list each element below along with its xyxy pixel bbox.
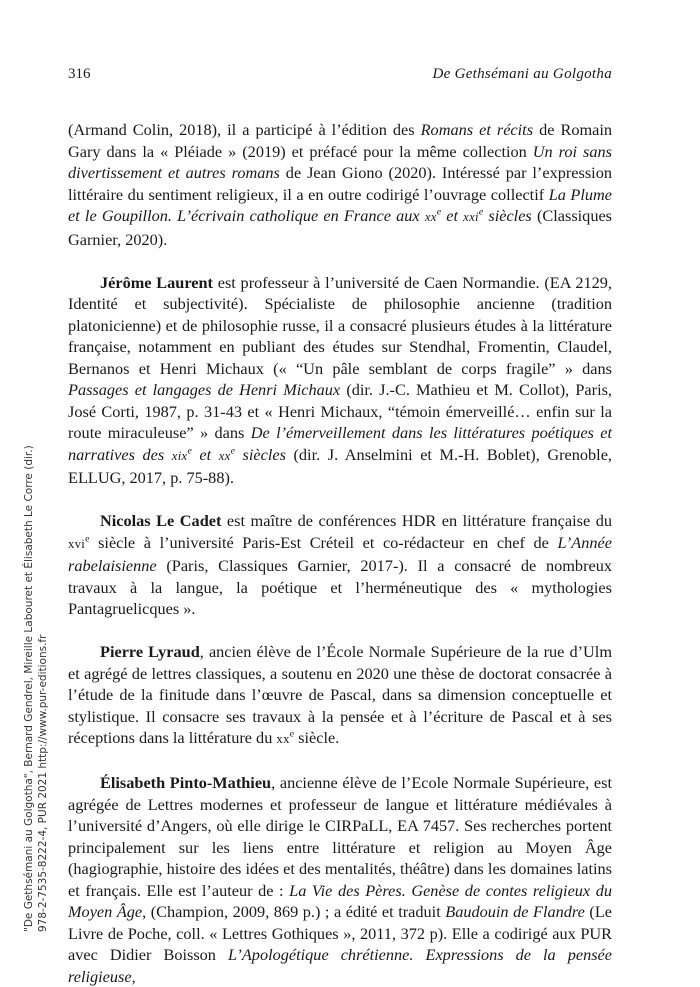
side-credit-line: 978-2-7535-8222-4, PUR 2021 http://www.pur-editions.fr — [37, 634, 49, 932]
book-title-part: et — [441, 206, 464, 225]
paragraph-spacer — [68, 489, 612, 511]
superscript: e — [187, 445, 192, 457]
century-numeral: xx — [424, 210, 437, 224]
running-header — [68, 66, 612, 88]
superscript: e — [478, 206, 484, 218]
book-title: Baudouin de Flandre — [445, 902, 585, 921]
book-title-part: et — [191, 444, 219, 464]
page-number: 316 — [68, 66, 91, 82]
book-title: Passages et langages de Henri Michaux — [68, 380, 341, 399]
text-run: (Armand Colin, 2018), il a participé à l’édition des — [68, 120, 421, 139]
book-title: Un roi sans divertissement et autres romans — [68, 141, 613, 182]
text-run: siècle à l’université Paris-Est Créteil et co-rédacteur en chef de — [89, 532, 558, 552]
text-run: , (Champion, 2009, 869 p.) ; a édité et traduit — [142, 902, 446, 921]
bio-nicolas-le-cadet — [68, 510, 612, 620]
bio-pierre-lyraud — [68, 641, 612, 751]
book-title-part: siècles — [234, 444, 286, 464]
paragraph-spacer — [68, 620, 612, 642]
text-run: (dir. J.-C. Mathieu et M. Collot), Paris, José Corti, 1987, p. 31-43 et « Henri Michaux, “témoin émerveillé… enfin sur la route miraculeuse” » dans — [68, 380, 612, 442]
text-run: , ancien élève de l’École Normale Supérieure de la rue d’Ulm et agrégé de lettres classiques, a soutenu en 2020 une thèse de doctorat consacrée à l’étude de la finitude dans l’œuvre de Pascal, dans sa dimension conceptuelle et stylistique. Il consacre ses travaux à la pensée et à l’écriture de Pascal et à ses réceptions dans la littérature du — [68, 642, 612, 747]
text-run: (Paris, Classiques Garnier, 2017-). Il a consacré de nombreux travaux à la langue, la poétique et l’herméneutique des « mythologies Pantagruelicques ». — [68, 556, 612, 618]
book-title-part: De l’émerveillement dans les littératures poétiques et narratives des — [68, 423, 612, 464]
superscript: e — [230, 445, 235, 457]
century-numeral: xix — [171, 448, 188, 463]
century-numeral: xx — [218, 448, 231, 463]
running-title: De Gethsémani au Golgotha — [432, 66, 612, 82]
journal-title: L’Année rabelaisienne — [68, 532, 612, 575]
text-run: est professeur à l’université de Caen Normandie. (EA 2129, Identité et subjectivité). Spécialiste de philosophie ancienne (tradition platonicienne) et de philosophie russe, il a consacré plusieurs études à la littérature française, notamment en publiant des études sur Stendhal, Fromentin, Claudel, Bernanos et Henri Michaux (« “Un pâle semblant de corps fragile” » dans — [68, 272, 612, 378]
contributor-name: Nicolas Le Cadet — [100, 511, 222, 530]
side-credit-line: "De Gethsémani au Golgotha", Bernard Gendrel, Mireille Labouret et Élisabeth Le Corre (dir.) — [23, 445, 35, 932]
book-title-part: La Plume et le Goupillon. L’écrivain catholique en France aux — [68, 184, 613, 225]
book-title-part: siècles — [483, 206, 532, 225]
text-run: , ancienne élève de l’Ecole Normale Supérieure, est agrégée de Lettres modernes et professeur de langue et littérature médiévales à l’université d’Angers, où elle dirige le CIRPaLL, EA 7457. Ses recherches portent principalement sur les liens entre littérature et religion au Moyen Âge (hagiographie, histoire des idées et des mentalités, théâtre) dans les domaines latins et français. Elle est l’auteur de : — [68, 773, 612, 900]
century-numeral: xxi — [463, 210, 479, 224]
text-run: (Le Livre de Poche, coll. « Lettres Gothiques », 2011, 372 p). Elle a codirigé aux PUR avec Didier Boisson — [68, 902, 612, 964]
side-credit — [22, 372, 50, 932]
book-title: Romans et récits — [420, 120, 534, 139]
contributor-name: Élisabeth Pinto-Mathieu — [100, 773, 272, 792]
book-title: La Vie des Pères. Genèse de contes religieux du Moyen Âge — [68, 880, 613, 921]
text-run: (dir. J. Anselmini et M.-H. Boblet), Grenoble, ELLUG, 2017, p. 75-88). — [68, 444, 613, 487]
bio-paragraph-continued — [68, 119, 612, 250]
contributor-name: Pierre Lyraud — [100, 642, 200, 661]
paragraph-spacer — [68, 751, 612, 773]
century-numeral: xx — [276, 732, 290, 746]
superscript: e — [436, 206, 442, 218]
text-run: est maître de conférences HDR en littérature française du — [221, 511, 612, 530]
text-run: de Jean Giono (2020). Intéressé par l’expression littéraire du sentiment religieux, il a en outre codirigé l’ouvrage collectif — [68, 163, 612, 204]
bio-elisabeth-pinto-mathieu — [68, 772, 612, 987]
body-text — [68, 119, 612, 987]
text-run: de Romain Gary dans la « Pléiade » (2019) et préfacé pour la même collection — [68, 120, 613, 161]
superscript: e — [85, 533, 90, 545]
book-title: L’Apologétique chrétienne. Expressions de la pensée religieuse, — [68, 945, 612, 986]
text-run: siècle. — [294, 728, 340, 747]
bio-jerome-laurent — [68, 272, 612, 489]
text-run: (Classiques Garnier, 2020). — [68, 206, 613, 249]
paragraph-spacer — [68, 250, 612, 272]
superscript: e — [289, 728, 295, 740]
century-numeral: xvi — [68, 536, 86, 551]
contributor-name: Jérôme Laurent — [100, 272, 213, 292]
